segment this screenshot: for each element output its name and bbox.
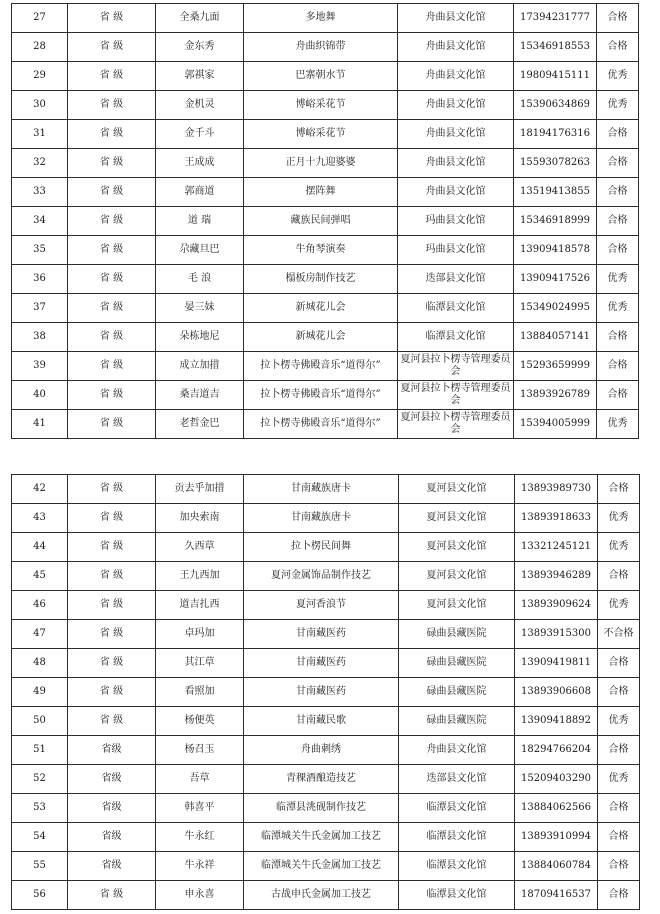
- unit-cell: 夏河县文化馆: [399, 591, 515, 620]
- name-cell: 卓玛加: [156, 620, 244, 649]
- level-cell: 省 级: [68, 323, 156, 352]
- seq-cell: 42: [12, 475, 68, 504]
- name-cell: 成立加措: [156, 352, 244, 381]
- level-cell: 省级: [68, 852, 156, 881]
- unit-cell: 夏河县拉卜楞寺管理委员会: [398, 381, 514, 410]
- phone-cell: 17394231777: [514, 4, 597, 33]
- level-cell: 省 级: [68, 178, 156, 207]
- name-cell: 金东秀: [156, 33, 244, 62]
- table-row: [12, 794, 640, 823]
- phone-cell: 13909418578: [514, 236, 597, 265]
- seq-cell: 49: [12, 678, 68, 707]
- unit-cell: 舟曲县文化馆: [398, 62, 514, 91]
- rating-cell: 合格: [598, 649, 640, 678]
- table-row: [12, 765, 640, 794]
- seq-cell: 54: [12, 823, 68, 852]
- phone-cell: 13909419811: [515, 649, 598, 678]
- table-row: [12, 207, 639, 236]
- name-cell: 老哲金巴: [156, 410, 244, 439]
- level-cell: 省 级: [68, 381, 156, 410]
- project-cell: 多地舞: [244, 4, 398, 33]
- table-row: [12, 823, 640, 852]
- name-cell: 牛永红: [156, 823, 244, 852]
- seq-cell: 27: [12, 4, 68, 33]
- name-cell: 道 瑞: [156, 207, 244, 236]
- phone-cell: 15593078263: [514, 149, 597, 178]
- project-cell: 青稞酒酿造技艺: [244, 765, 399, 794]
- project-cell: 甘南藏族唐卡: [244, 475, 399, 504]
- name-cell: 看照加: [156, 678, 244, 707]
- unit-cell: 舟曲县文化馆: [398, 33, 514, 62]
- rating-cell: 优秀: [597, 410, 639, 439]
- seq-cell: 55: [12, 852, 68, 881]
- seq-cell: 34: [12, 207, 68, 236]
- level-cell: 省级: [68, 794, 156, 823]
- phone-cell: 13519413855: [514, 178, 597, 207]
- level-cell: 省 级: [68, 4, 156, 33]
- project-cell: 拉卜楞寺佛殿音乐“道得尔”: [244, 381, 398, 410]
- name-cell: 久西草: [156, 533, 244, 562]
- seq-cell: 39: [12, 352, 68, 381]
- name-cell: 晏三妹: [156, 294, 244, 323]
- name-cell: 其江草: [156, 649, 244, 678]
- table-row: [12, 881, 640, 910]
- seq-cell: 46: [12, 591, 68, 620]
- unit-cell: 碌曲县藏医院: [399, 620, 515, 649]
- project-cell: 古战申氏金属加工技艺: [244, 881, 399, 910]
- seq-cell: 35: [12, 236, 68, 265]
- rating-cell: 合格: [597, 120, 639, 149]
- name-cell: 尕藏旦巴: [156, 236, 244, 265]
- table-row: [12, 294, 639, 323]
- seq-cell: 44: [12, 533, 68, 562]
- rating-cell: 优秀: [598, 765, 640, 794]
- phone-cell: 13321245121: [515, 533, 598, 562]
- level-cell: 省 级: [68, 504, 156, 533]
- seq-cell: 56: [12, 881, 68, 910]
- project-cell: 博峪采花节: [244, 120, 398, 149]
- rating-cell: 优秀: [597, 91, 639, 120]
- phone-cell: 18194176316: [514, 120, 597, 149]
- unit-cell: 舟曲县文化馆: [398, 91, 514, 120]
- unit-cell: 临潭县文化馆: [398, 294, 514, 323]
- project-cell: 藏族民间弹唱: [244, 207, 398, 236]
- rating-cell: 合格: [597, 4, 639, 33]
- seq-cell: 30: [12, 91, 68, 120]
- seq-cell: 41: [12, 410, 68, 439]
- unit-cell: 夏河县拉卜楞寺管理委员会: [398, 410, 514, 439]
- level-cell: 省 级: [68, 236, 156, 265]
- table-row: [12, 562, 640, 591]
- project-cell: 榻板房制作技艺: [244, 265, 398, 294]
- name-cell: 加央索南: [156, 504, 244, 533]
- table-row: [12, 178, 639, 207]
- level-cell: 省 级: [68, 649, 156, 678]
- level-cell: 省级: [68, 823, 156, 852]
- table-row: [12, 91, 639, 120]
- unit-cell: 临潭县文化馆: [399, 794, 515, 823]
- table-row: [12, 4, 639, 33]
- project-cell: 新城花儿会: [244, 294, 398, 323]
- unit-cell: 舟曲县文化馆: [398, 178, 514, 207]
- table-row: [12, 381, 639, 410]
- project-cell: 博峪采花节: [244, 91, 398, 120]
- phone-cell: 13884062566: [515, 794, 598, 823]
- level-cell: 省 级: [68, 62, 156, 91]
- rating-cell: 合格: [597, 381, 639, 410]
- project-cell: 甘南藏医药: [244, 620, 399, 649]
- roster-table-2: [11, 474, 640, 910]
- project-cell: 拉卜楞寺佛殿音乐“道得尔”: [244, 410, 398, 439]
- unit-cell: 碌曲县藏医院: [399, 707, 515, 736]
- table-row: [12, 678, 640, 707]
- rating-cell: 合格: [598, 881, 640, 910]
- seq-cell: 47: [12, 620, 68, 649]
- rating-cell: 合格: [598, 678, 640, 707]
- seq-cell: 40: [12, 381, 68, 410]
- phone-cell: 15293659999: [514, 352, 597, 381]
- seq-cell: 28: [12, 33, 68, 62]
- table-row: [12, 265, 639, 294]
- seq-cell: 50: [12, 707, 68, 736]
- phone-cell: 13893910994: [515, 823, 598, 852]
- phone-cell: 15394005999: [514, 410, 597, 439]
- unit-cell: 舟曲县文化馆: [398, 120, 514, 149]
- table-row: [12, 120, 639, 149]
- unit-cell: 夏河县拉卜楞寺管理委员会: [398, 352, 514, 381]
- level-cell: 省 级: [68, 475, 156, 504]
- seq-cell: 48: [12, 649, 68, 678]
- project-cell: 甘南藏族唐卡: [244, 504, 399, 533]
- phone-cell: 13893926789: [514, 381, 597, 410]
- table-row: [12, 504, 640, 533]
- phone-cell: 19809415111: [514, 62, 597, 91]
- name-cell: 杨召玉: [156, 736, 244, 765]
- rating-cell: 合格: [598, 562, 640, 591]
- unit-cell: 碌曲县藏医院: [399, 678, 515, 707]
- unit-cell: 迭部县文化馆: [399, 765, 515, 794]
- rating-cell: 优秀: [598, 591, 640, 620]
- table-row: [12, 620, 640, 649]
- project-cell: 巴寨朝水节: [244, 62, 398, 91]
- rating-cell: 合格: [598, 475, 640, 504]
- project-cell: 拉卜楞民间舞: [244, 533, 399, 562]
- project-cell: 夏河金属饰品制作技艺: [244, 562, 399, 591]
- phone-cell: 15209403290: [515, 765, 598, 794]
- project-cell: 舟曲织锦带: [244, 33, 398, 62]
- table-row: [12, 352, 639, 381]
- seq-cell: 33: [12, 178, 68, 207]
- name-cell: 郭商道: [156, 178, 244, 207]
- level-cell: 省 级: [68, 591, 156, 620]
- name-cell: 韩喜平: [156, 794, 244, 823]
- name-cell: 王成成: [156, 149, 244, 178]
- level-cell: 省 级: [68, 294, 156, 323]
- project-cell: 临潭城关牛氏金属加工技艺: [244, 852, 399, 881]
- seq-cell: 53: [12, 794, 68, 823]
- level-cell: 省 级: [68, 410, 156, 439]
- name-cell: 杨便英: [156, 707, 244, 736]
- project-cell: 正月十九迎婆婆: [244, 149, 398, 178]
- project-cell: 临潭城关牛氏金属加工技艺: [244, 823, 399, 852]
- project-cell: 临潭县洮砚制作技艺: [244, 794, 399, 823]
- name-cell: 贡去乎加措: [156, 475, 244, 504]
- project-cell: 牛角琴演奏: [244, 236, 398, 265]
- level-cell: 省 级: [68, 149, 156, 178]
- name-cell: 牛永祥: [156, 852, 244, 881]
- project-cell: 新城花儿会: [244, 323, 398, 352]
- project-cell: 拉卜楞寺佛殿音乐“道得尔”: [244, 352, 398, 381]
- name-cell: 王九西加: [156, 562, 244, 591]
- table-row: [12, 323, 639, 352]
- table-row: [12, 33, 639, 62]
- rating-cell: 合格: [597, 149, 639, 178]
- level-cell: 省级: [68, 765, 156, 794]
- phone-cell: 18294766204: [515, 736, 598, 765]
- rating-cell: 优秀: [598, 707, 640, 736]
- table-row: [12, 707, 640, 736]
- rating-cell: 优秀: [598, 504, 640, 533]
- rating-cell: 优秀: [597, 62, 639, 91]
- project-cell: 舟曲刺绣: [244, 736, 399, 765]
- table-row: [12, 62, 639, 91]
- rating-cell: 合格: [597, 207, 639, 236]
- level-cell: 省 级: [68, 120, 156, 149]
- seq-cell: 52: [12, 765, 68, 794]
- phone-cell: 18709416537: [515, 881, 598, 910]
- unit-cell: 迭部县文化馆: [398, 265, 514, 294]
- table-row: [12, 591, 640, 620]
- unit-cell: 夏河县文化馆: [399, 533, 515, 562]
- unit-cell: 临潭县文化馆: [399, 881, 515, 910]
- phone-cell: 13893946289: [515, 562, 598, 591]
- rating-cell: 合格: [597, 178, 639, 207]
- seq-cell: 43: [12, 504, 68, 533]
- seq-cell: 36: [12, 265, 68, 294]
- rating-cell: 优秀: [597, 265, 639, 294]
- phone-cell: 13893918633: [515, 504, 598, 533]
- level-cell: 省 级: [68, 678, 156, 707]
- table-row: [12, 649, 640, 678]
- table-row: [12, 149, 639, 178]
- level-cell: 省 级: [68, 620, 156, 649]
- phone-cell: 13909418892: [515, 707, 598, 736]
- unit-cell: 玛曲县文化馆: [398, 207, 514, 236]
- level-cell: 省 级: [68, 562, 156, 591]
- unit-cell: 临潭县文化馆: [399, 852, 515, 881]
- phone-cell: 13893909624: [515, 591, 598, 620]
- level-cell: 省 级: [68, 265, 156, 294]
- table-row: [12, 852, 640, 881]
- name-cell: 朵栋地尼: [156, 323, 244, 352]
- phone-cell: 13884057141: [514, 323, 597, 352]
- unit-cell: 碌曲县藏医院: [399, 649, 515, 678]
- unit-cell: 舟曲县文化馆: [398, 149, 514, 178]
- level-cell: 省 级: [68, 881, 156, 910]
- phone-cell: 15346918999: [514, 207, 597, 236]
- rating-cell: 优秀: [598, 533, 640, 562]
- phone-cell: 15390634869: [514, 91, 597, 120]
- rating-cell: 合格: [597, 33, 639, 62]
- table-row: [12, 236, 639, 265]
- phone-cell: 13893915300: [515, 620, 598, 649]
- seq-cell: 31: [12, 120, 68, 149]
- name-cell: 毛 浪: [156, 265, 244, 294]
- rating-cell: 合格: [598, 794, 640, 823]
- rating-cell: 合格: [597, 236, 639, 265]
- project-cell: 甘南藏医药: [244, 649, 399, 678]
- rating-cell: 合格: [598, 823, 640, 852]
- rating-cell: 优秀: [597, 294, 639, 323]
- level-cell: 省级: [68, 736, 156, 765]
- seq-cell: 32: [12, 149, 68, 178]
- level-cell: 省 级: [68, 533, 156, 562]
- name-cell: 全桑九面: [156, 4, 244, 33]
- level-cell: 省 级: [68, 352, 156, 381]
- name-cell: 道吉扎西: [156, 591, 244, 620]
- phone-cell: 15349024995: [514, 294, 597, 323]
- unit-cell: 夏河县文化馆: [399, 475, 515, 504]
- unit-cell: 舟曲县文化馆: [398, 4, 514, 33]
- rating-cell: 不合格: [598, 620, 640, 649]
- roster-table-1: [11, 3, 639, 439]
- rating-cell: 合格: [598, 736, 640, 765]
- level-cell: 省 级: [68, 207, 156, 236]
- phone-cell: 15346918553: [514, 33, 597, 62]
- name-cell: 郭祺家: [156, 62, 244, 91]
- rating-cell: 合格: [597, 323, 639, 352]
- name-cell: 吾草: [156, 765, 244, 794]
- phone-cell: 13909417526: [514, 265, 597, 294]
- unit-cell: 夏河县文化馆: [399, 504, 515, 533]
- seq-cell: 45: [12, 562, 68, 591]
- unit-cell: 临潭县文化馆: [398, 323, 514, 352]
- unit-cell: 舟曲县文化馆: [399, 736, 515, 765]
- project-cell: 摆阵舞: [244, 178, 398, 207]
- seq-cell: 29: [12, 62, 68, 91]
- seq-cell: 37: [12, 294, 68, 323]
- unit-cell: 夏河县文化馆: [399, 562, 515, 591]
- table-row: [12, 475, 640, 504]
- name-cell: 申永喜: [156, 881, 244, 910]
- name-cell: 桑吉道吉: [156, 381, 244, 410]
- project-cell: 甘南藏医药: [244, 678, 399, 707]
- project-cell: 甘南藏民歌: [244, 707, 399, 736]
- name-cell: 金机灵: [156, 91, 244, 120]
- unit-cell: 临潭县文化馆: [399, 823, 515, 852]
- rating-cell: 合格: [598, 852, 640, 881]
- level-cell: 省 级: [68, 707, 156, 736]
- table-row: [12, 533, 640, 562]
- phone-cell: 13884060784: [515, 852, 598, 881]
- level-cell: 省 级: [68, 33, 156, 62]
- phone-cell: 13893989730: [515, 475, 598, 504]
- seq-cell: 51: [12, 736, 68, 765]
- phone-cell: 13893906608: [515, 678, 598, 707]
- table-row: [12, 410, 639, 439]
- seq-cell: 38: [12, 323, 68, 352]
- rating-cell: 合格: [597, 352, 639, 381]
- name-cell: 金千斗: [156, 120, 244, 149]
- project-cell: 夏河香浪节: [244, 591, 399, 620]
- unit-cell: 玛曲县文化馆: [398, 236, 514, 265]
- level-cell: 省 级: [68, 91, 156, 120]
- table-row: [12, 736, 640, 765]
